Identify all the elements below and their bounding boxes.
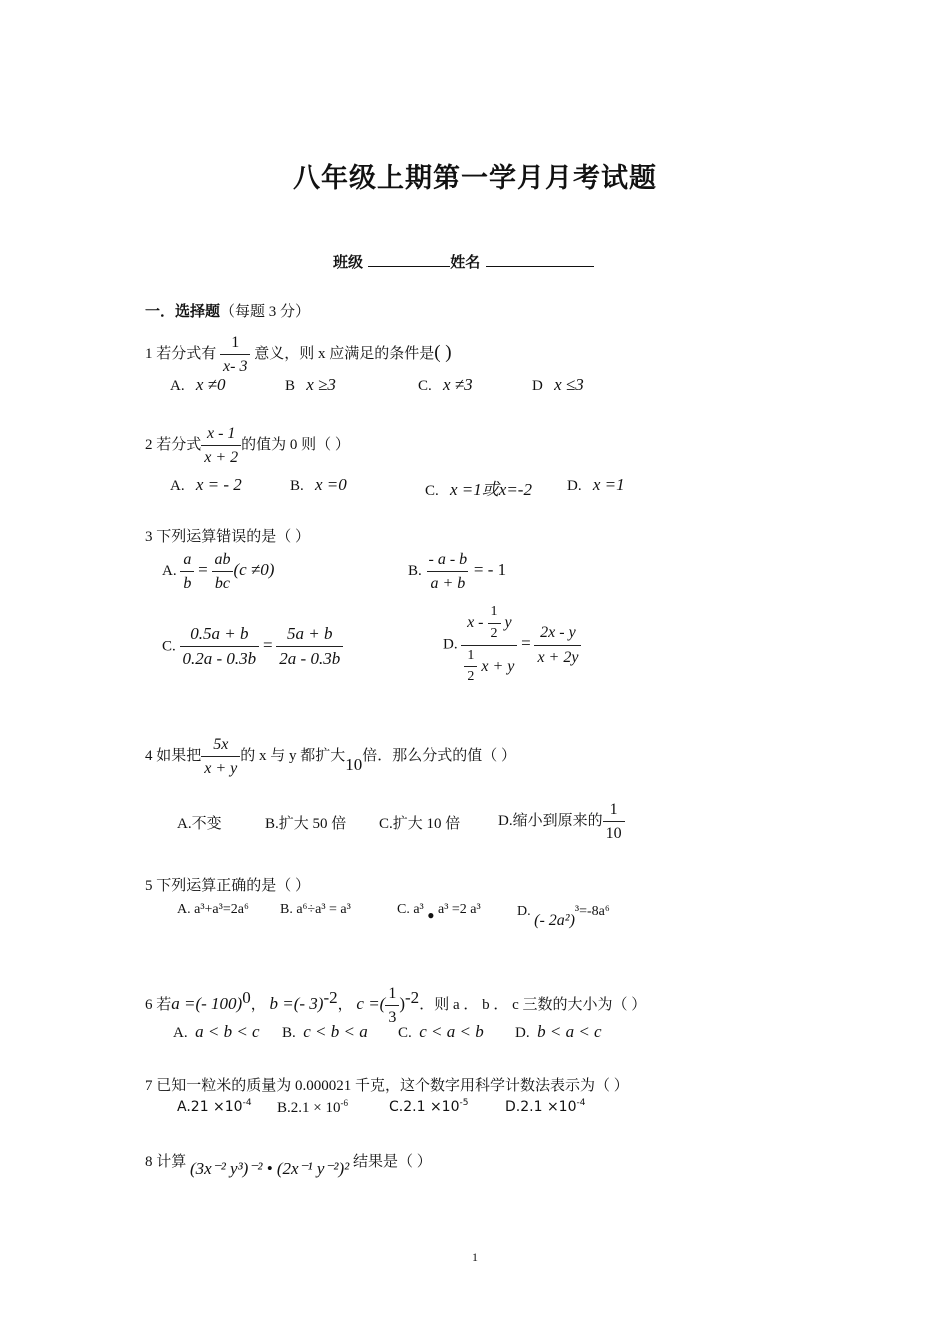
q6-b-expr: b =(- 3) [269,994,324,1014]
frac-den: 10 [603,821,625,843]
frac-num [464,604,515,645]
option-exp: -5 [459,1098,469,1108]
q7-option-d[interactable] [505,1098,585,1116]
option-label: A. [170,378,185,394]
question-7-stem: 7 已知一粒米的质量为 0.000021 千克，这个数字用科学计数法表示为（ ） [145,1078,629,1094]
q6-c-tail: ) [399,994,406,1014]
q6-option-c[interactable] [398,1022,484,1042]
frac-num: ab [214,551,231,568]
q4-text-b: 的 x 与 y 都扩大 [240,748,346,765]
frac-num: - a - b [428,551,468,568]
q3b-fraction [426,550,471,593]
option-expr: x =0 [315,475,347,494]
frac-den: a + b [427,571,468,593]
option-label: C. [425,483,439,499]
frac-den [461,645,517,687]
q6-sep: ， [250,997,266,1014]
option-label: A. [170,478,185,494]
q3-option-d[interactable] [443,604,581,686]
q5-option-b[interactable]: B. a⁶÷a³ = a³ [280,902,351,917]
option-expr: x ≤3 [554,375,584,394]
q6-text-a: 6 若 [145,997,172,1014]
q3-option-b[interactable] [408,550,506,593]
frac-num: 0.5a + b [190,624,249,643]
q6-text-b: ．则 a ． b ． c 三数的大小为（ ） [419,997,647,1014]
page-number: 1 [472,1250,478,1264]
option-tail: ³=-8a⁶ [574,904,610,919]
q7-option-c[interactable] [389,1098,468,1116]
section-note: （每题 3 分） [220,304,311,320]
option-label: B. [408,563,422,580]
inner-den: 2 [488,623,501,643]
option-base: C.2.1 ×10 [389,1099,460,1115]
option-expr: c < a < b [419,1022,484,1041]
q4d-fraction [603,800,625,843]
q2-option-c[interactable] [425,475,532,500]
q3c-left-fraction [180,624,260,670]
option-expr: (- 2a²) [534,912,575,929]
frac-den: x + 2y [534,645,581,667]
question-4-stem [145,735,516,778]
q4-option-c[interactable]: C.扩大 10 倍 [379,816,461,832]
option-label: B [285,378,296,394]
q3a-left-fraction [180,550,194,593]
q6-sep: ， [337,997,353,1014]
option-label: C. [418,378,432,394]
frac-den: 2a - 0.3b [276,646,343,669]
q6-a-expr: a =(- 100) [171,994,243,1014]
num-prefix: x - [467,613,488,631]
frac-den: 0.2a - 0.3b [180,646,260,669]
option-text-a: C. a³ [397,902,424,917]
q4-option-a[interactable]: A.不变 [177,816,222,832]
q5-option-c[interactable] [397,902,481,922]
q6-c-expr: c =( [356,994,386,1014]
question-3-stem: 3 下列运算错误的是（ ） [145,529,311,545]
option-expr: b < a < c [537,1022,602,1041]
q4-fraction [201,735,240,778]
q1-fraction [220,333,250,376]
option-text-b: a³ =2 a³ [438,902,481,917]
q7-option-b[interactable] [277,1098,348,1117]
section-heading [145,300,310,321]
dot-operator: ● [427,908,435,922]
option-label: D. [443,636,458,653]
section-title: 一．选择题 [145,302,221,320]
q2-text-b: 的值为 0 则（ ） [241,437,350,454]
frac-den: b [180,571,194,593]
inner-den: 2 [464,666,477,686]
q2-option-d[interactable] [567,475,625,495]
q2-frac-num: x - 1 [207,425,236,442]
equals-sign: = [198,560,208,580]
inner-num: 1 [490,604,498,619]
q3-option-c[interactable] [162,624,343,670]
frac-den: bc [212,571,233,593]
option-expr: a < b < c [195,1022,260,1041]
question-2-stem [145,424,350,467]
frac-num: a [183,551,192,568]
q5-option-a[interactable]: A. a³+a³=2a⁶ [177,902,249,917]
q1-frac-den: x- 3 [220,354,250,376]
option-label: D. [517,904,531,919]
equals-expr: = - 1 [473,560,507,580]
frac-num: 1 [609,801,618,818]
equals-sign: = [262,635,273,655]
equals-sign: = [521,633,531,653]
q4-option-b[interactable]: B.扩大 50 倍 [265,816,347,832]
option-expr: x = - 2 [195,475,242,494]
name-label: 姓名 [450,253,481,271]
name-blank[interactable] [486,252,594,267]
option-label: C. [398,1025,412,1041]
inner-num: 1 [467,647,475,663]
q8-expression: (3x⁻² y³)⁻² • (2x⁻¹ y⁻²)² [190,1159,350,1178]
option-label: D. [515,1025,530,1041]
class-blank[interactable] [368,252,450,267]
q4-option-d[interactable] [498,800,625,843]
q8-text-b: 结果是（ ） [353,1154,432,1170]
student-info-line [333,251,594,272]
q1-text-b: 意义，则 x 应满足的条件是 [254,346,435,363]
q2-text-a: 2 若分式 [145,437,202,454]
question-8-stem [145,1150,432,1178]
frac-num: 1 [388,985,397,1002]
question-6-stem [145,984,646,1027]
option-base: A.21 ×10 [177,1099,243,1115]
q6-b-sup: -2 [323,988,338,1008]
option-exp: -4 [242,1098,252,1108]
q6-c-sup: -2 [405,988,420,1008]
q4-text-c: 倍．那么分式的值（ ） [362,748,517,765]
page-title: 八年级上期第一学月月考试题 [293,163,657,194]
q7-option-a[interactable] [177,1098,252,1116]
q6-option-b[interactable] [282,1022,368,1042]
q6-option-d[interactable] [515,1022,602,1042]
question-1-stem [145,333,452,376]
q1-option-c[interactable] [418,375,473,395]
question-5-stem: 5 下列运算正确的是（ ） [145,878,311,894]
q1-paren: ( ) [434,342,452,364]
option-label: D. [567,478,582,494]
option-label: B. [282,1025,296,1041]
q3d-left-fraction [461,604,517,686]
q6-option-a[interactable] [173,1022,260,1042]
option-label: A. [173,1025,188,1041]
num-tail: y [500,613,512,631]
q3c-right-fraction [276,624,343,670]
option-base: B.2.1 × 10 [277,1100,341,1116]
q6-a-sup: 0 [242,988,251,1008]
option-label: A. [162,563,177,580]
q2-fraction [201,424,241,467]
q8-text-a: 8 计算 [145,1154,187,1170]
frac-num: 5x [213,736,229,753]
option-base: D.2.1 ×10 [505,1099,577,1115]
option-expr: x =1或x=-2 [450,480,532,499]
q2-option-b[interactable] [290,475,347,495]
option-exp: -6 [340,1098,348,1108]
option-label: B. [290,478,304,494]
frac-den: 3 [385,1005,399,1027]
q5-option-d[interactable] [517,902,610,929]
option-expr: x =1 [592,475,625,494]
q1-text-a: 1 若分式有 [145,346,217,363]
q2-frac-den: x + 2 [201,445,241,467]
option-expr: x ≠0 [195,375,226,394]
option-label: C. [162,638,176,655]
q1-option-b[interactable] [285,375,336,395]
q2-option-a[interactable] [170,475,242,495]
q3-option-a[interactable] [162,550,274,593]
option-expr: x ≠3 [443,375,473,394]
option-label: D [532,378,543,394]
q1-frac-num: 1 [231,334,240,351]
q3a-right-fraction [211,550,233,593]
option-expr: x ≥3 [306,375,336,394]
q3d-right-fraction [534,623,581,666]
q4-ten: 10 [345,755,363,775]
q6-c-fraction [385,984,399,1027]
q4-text-a: 4 如果把 [145,748,202,765]
frac-den: x + y [201,756,240,778]
condition: (c ≠0) [233,560,275,580]
q1-option-d[interactable] [532,375,584,395]
q1-option-a[interactable] [170,375,225,395]
frac-num: 2x - y [540,624,576,642]
class-label: 班级 [333,253,364,271]
den-tail: x + y [477,657,515,675]
option-expr: c < b < a [303,1022,368,1041]
frac-num: 5a + b [287,624,333,643]
option-exp: -4 [576,1098,586,1108]
option-text: D.缩小到原来的 [498,813,603,830]
